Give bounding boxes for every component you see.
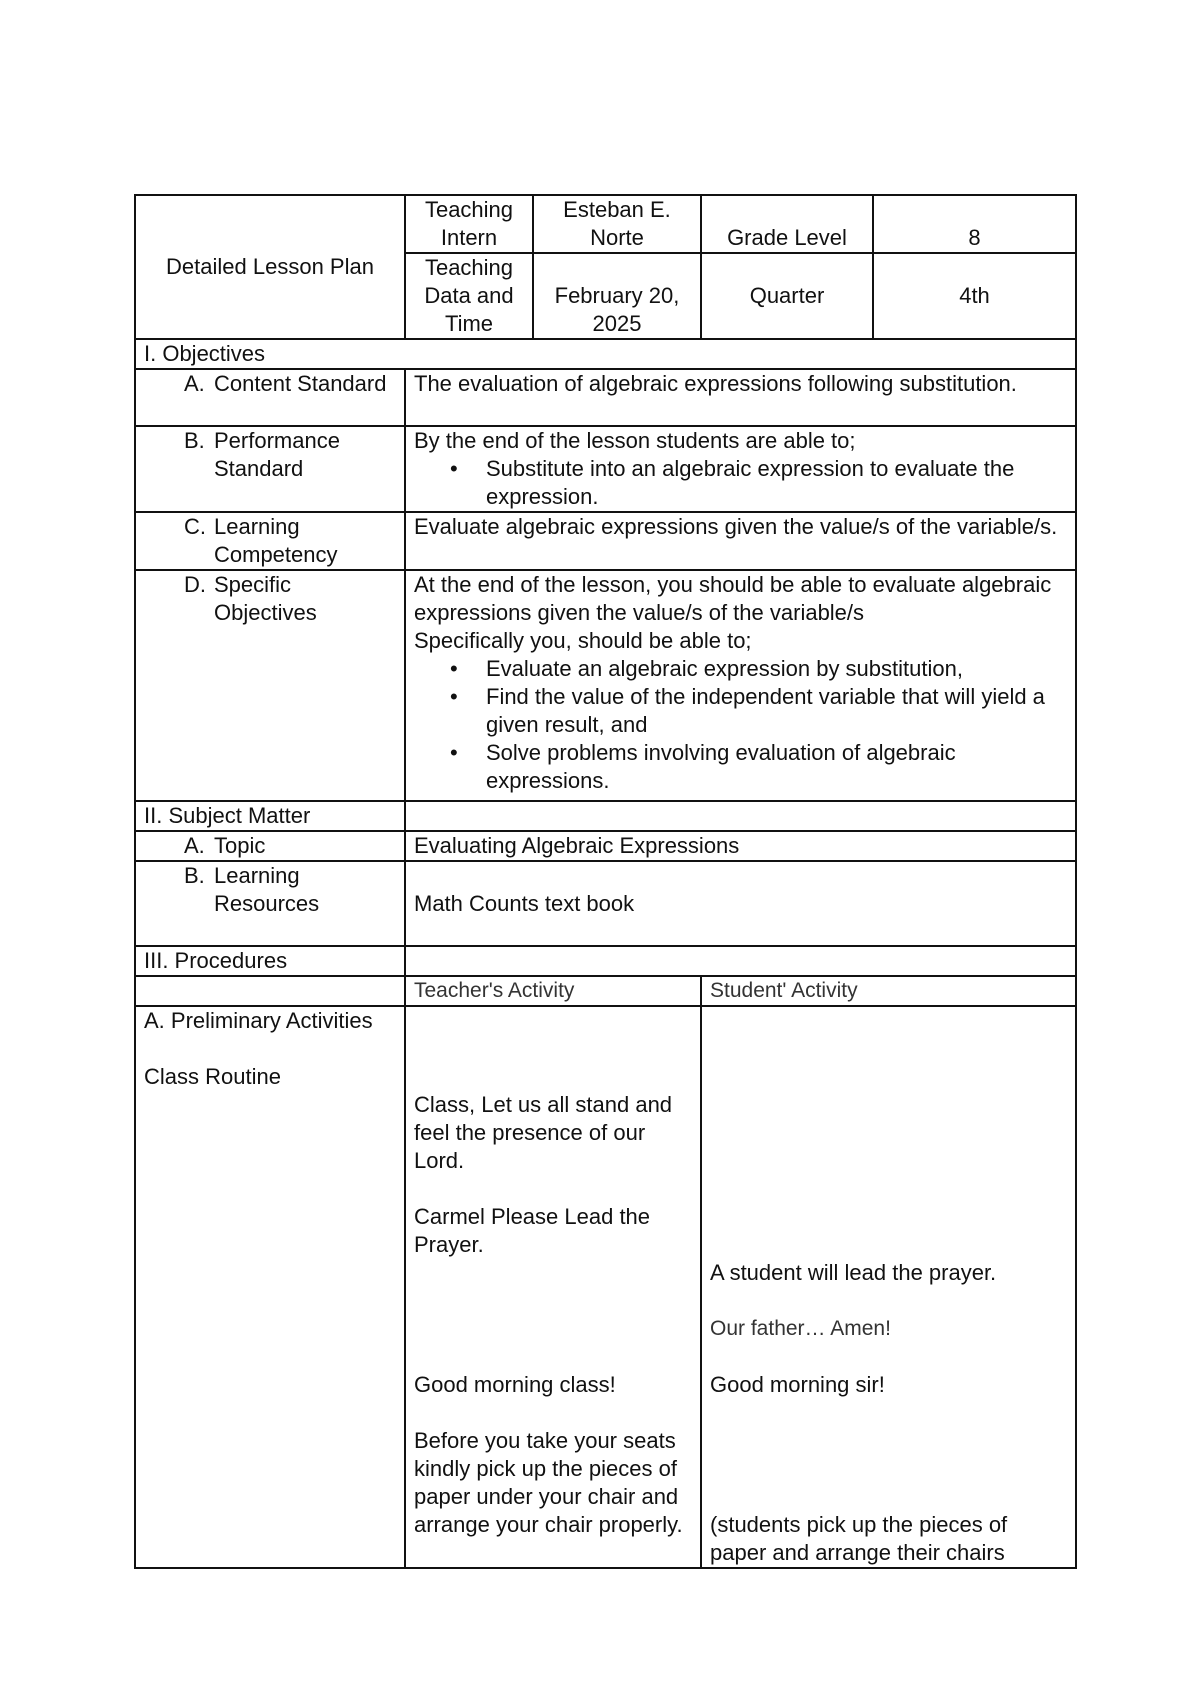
resources-value: Math Counts text book bbox=[405, 861, 1076, 946]
learning-competency-label-cell bbox=[135, 512, 405, 570]
list-item bbox=[414, 739, 1067, 795]
learning-competency-value: Evaluate algebraic expressions given the value/s of the variable/s. bbox=[405, 512, 1076, 570]
subject-matter-heading-row bbox=[135, 801, 1076, 831]
resources-letter: B. bbox=[184, 863, 205, 888]
intern-name: Esteban E. Norte bbox=[533, 195, 701, 253]
bullet-icon: • bbox=[450, 684, 458, 709]
topic-letter: A. bbox=[184, 833, 205, 858]
teacher-greet: Good morning class! bbox=[414, 1372, 616, 1397]
specific-bullet-text: Find the value of the independent variable that will yield a given result, and bbox=[486, 684, 1045, 737]
quarter-value: 4th bbox=[873, 253, 1076, 339]
teacher-lead: Carmel Please Lead the Prayer. bbox=[414, 1204, 651, 1257]
student-greet: Good morning sir! bbox=[710, 1372, 885, 1397]
resources-label-cell bbox=[135, 861, 405, 946]
specific-bullet-text: Solve problems involving evaluation of algebraic expressions. bbox=[486, 740, 956, 793]
procedures-heading-row bbox=[135, 946, 1076, 976]
student-prayer: A student will lead the prayer. bbox=[710, 1260, 997, 1285]
content-standard-row bbox=[135, 369, 1076, 426]
bullet-icon: • bbox=[450, 656, 458, 681]
learning-competency-letter: C. bbox=[184, 514, 206, 539]
resources-row bbox=[135, 861, 1076, 946]
grade-label: Grade Level bbox=[701, 195, 873, 253]
student-pickup: (students pick up the pieces of paper and arrange their chairs bbox=[710, 1512, 1008, 1565]
date-label: Teaching Data and Time bbox=[405, 253, 533, 339]
performance-standard-letter: B. bbox=[184, 428, 205, 453]
class-routine: Class Routine bbox=[144, 1064, 281, 1089]
preliminary-activities: A. Preliminary Activities bbox=[144, 1008, 373, 1033]
student-activity-header: Student' Activity bbox=[701, 976, 1076, 1006]
topic-label-cell bbox=[135, 831, 405, 861]
specific-objectives-row bbox=[135, 570, 1076, 801]
specific-bullet-text: Evaluate an algebraic expression by substitution, bbox=[486, 656, 963, 681]
performance-standard-cell bbox=[405, 426, 1076, 512]
header-row-1 bbox=[135, 195, 1076, 253]
activity-header-row bbox=[135, 976, 1076, 1006]
procedure-body-row bbox=[135, 1006, 1076, 1568]
specific-objectives-letter: D. bbox=[184, 572, 206, 597]
subject-matter-heading: II. Subject Matter bbox=[135, 801, 405, 831]
list-item bbox=[414, 683, 1067, 739]
performance-standard-intro: By the end of the lesson students are able to; bbox=[414, 428, 856, 453]
list-item bbox=[414, 455, 1067, 511]
quarter-label: Quarter bbox=[701, 253, 873, 339]
specific-objectives-intro: At the end of the lesson, you should be able to evaluate algebraic expressions given the value/s of the variable/s bbox=[414, 572, 1052, 625]
content-standard-value: The evaluation of algebraic expressions following substitution. bbox=[405, 369, 1076, 426]
objectives-heading: I. Objectives bbox=[135, 339, 1076, 369]
performance-standard-label-cell bbox=[135, 426, 405, 512]
procedures-heading: III. Procedures bbox=[135, 946, 405, 976]
bullet-icon: • bbox=[450, 456, 458, 481]
teacher-seats: Before you take your seats kindly pick up the pieces of paper under your chair and arrange your chair properly. bbox=[414, 1428, 683, 1537]
specific-objectives-intro2: Specifically you, should be able to; bbox=[414, 628, 752, 653]
learning-competency-row bbox=[135, 512, 1076, 570]
plan-title: Detailed Lesson Plan bbox=[135, 195, 405, 339]
content-standard-label: Content Standard bbox=[214, 371, 387, 396]
performance-bullet-text: Substitute into an algebraic expression to evaluate the expression. bbox=[486, 456, 1015, 509]
lesson-plan-table bbox=[134, 194, 1077, 1569]
procedure-label-cell bbox=[135, 1006, 405, 1568]
specific-objectives-label: Specific Objectives bbox=[214, 572, 317, 625]
objectives-heading-row bbox=[135, 339, 1076, 369]
bullet-icon: • bbox=[450, 740, 458, 765]
content-standard-letter: A. bbox=[184, 371, 205, 396]
intern-label: Teaching Intern bbox=[405, 195, 533, 253]
specific-objectives-label-cell bbox=[135, 570, 405, 801]
performance-standard-row bbox=[135, 426, 1076, 512]
topic-label: Topic bbox=[214, 833, 266, 858]
teacher-stand: Class, Let us all stand and feel the presence of our Lord. bbox=[414, 1092, 673, 1173]
date-value: February 20, 2025 bbox=[533, 253, 701, 339]
teacher-activity-cell bbox=[405, 1006, 701, 1568]
performance-standard-label: Performance Standard bbox=[214, 428, 340, 481]
list-item bbox=[414, 655, 1067, 683]
student-activity-cell bbox=[701, 1006, 1076, 1568]
specific-objectives-cell bbox=[405, 570, 1076, 801]
learning-competency-label: Learning Competency bbox=[214, 514, 338, 567]
topic-row bbox=[135, 831, 1076, 861]
teacher-activity-header: Teacher's Activity bbox=[405, 976, 701, 1006]
content-standard-label-cell bbox=[135, 369, 405, 426]
resources-label: Learning Resources bbox=[214, 863, 320, 916]
empty-cell bbox=[135, 976, 405, 1006]
empty-cell bbox=[405, 801, 1076, 831]
student-our-father: Our father… Amen! bbox=[710, 1317, 891, 1340]
grade-value: 8 bbox=[873, 195, 1076, 253]
empty-cell bbox=[405, 946, 1076, 976]
topic-value: Evaluating Algebraic Expressions bbox=[405, 831, 1076, 861]
